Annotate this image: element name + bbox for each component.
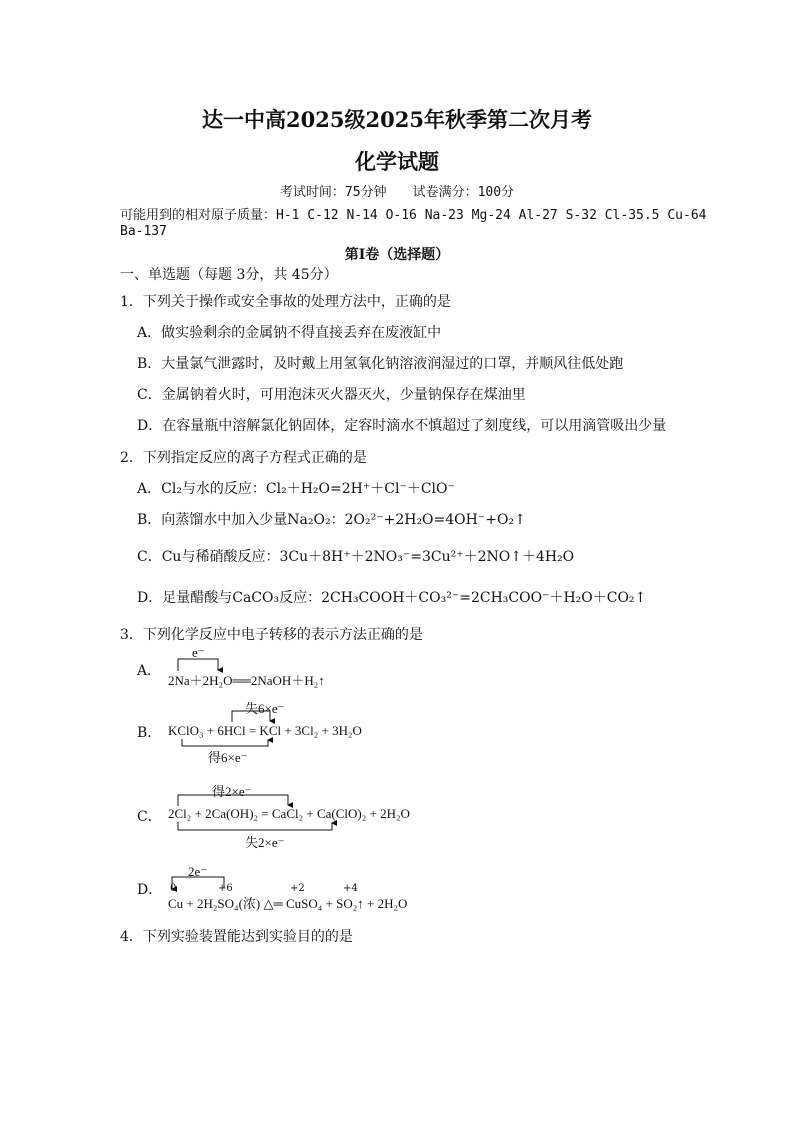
q3-option-a-equation: 2Na＋2H₂O══2NaOH＋H₂↑ bbox=[168, 673, 325, 688]
q3-option-b-top-label: 失6×e⁻ bbox=[245, 701, 285, 716]
exam-info: 考试时间：75分钟 试卷满分：100分 bbox=[279, 185, 515, 200]
subject-title: 化学试题 bbox=[355, 149, 439, 174]
q3-option-d-label: D． bbox=[137, 882, 163, 898]
arrow-c-top bbox=[178, 795, 288, 806]
q2-option-c-text: Cu与稀硝酸反应：3Cu＋8H⁺＋2NO₃⁻=3Cu²⁺＋2NO↑＋4H₂O bbox=[161, 549, 575, 565]
q3-option-c-bottom-label: 失2×e⁻ bbox=[245, 835, 285, 850]
q3-option-d-equation: Cu + 2H₂SO₄(浓) △═ CuSO₄ + SO₂↑ + 2H₂O bbox=[168, 896, 408, 911]
q1-option-c: C．金属钠着火时，可用泡沫灭火器灭火，少量钠保存在煤油里 bbox=[137, 387, 526, 403]
part-title: 第Ⅰ卷（选择题） bbox=[344, 247, 450, 263]
arrow-c-bottom bbox=[178, 822, 332, 830]
q2-option-a: A．Cl₂与水的反应：Cl₂＋H₂O=2H⁺＋Cl⁻＋ClO⁻ bbox=[137, 481, 455, 497]
q2-option-c: C．Cu与稀硝酸反应：3Cu＋8H⁺＋2NO₃⁻=3Cu²⁺＋2NO↑＋4H₂O bbox=[137, 549, 575, 565]
q3-option-c-top-label: 得2×e⁻ bbox=[212, 784, 252, 799]
question-3-stem: 3．下列化学反应中电子转移的表示方法正确的是 bbox=[120, 627, 423, 643]
arrow-a bbox=[178, 659, 218, 671]
q3-d-ox-cu2: +2 bbox=[290, 883, 305, 894]
q3-option-b-label: B． bbox=[137, 725, 162, 741]
q3-option-a-arrow-label: e⁻ bbox=[192, 645, 205, 660]
q3-option-a-label: A． bbox=[137, 663, 162, 679]
atomic-mass-line1: 可能用到的相对原子质量：H-1 C-12 N-14 O-16 Na-23 Mg-24 Al-27 S-32 Cl-35.5 Cu-64 bbox=[120, 208, 707, 223]
question-1-stem: 1．下列关于操作或安全事故的处理方法中，正确的是 bbox=[120, 294, 451, 310]
atomic-mass-line2: Ba-137 bbox=[120, 224, 167, 239]
q2-option-d-text: 足量醋酸与CaCO₃反应：2CH₃COOH＋CO₃²⁻=2CH₃COO⁻＋H₂O＋CO₂↑ bbox=[162, 590, 647, 606]
q1-option-a: A．做实验剩余的金属钠不得直接丢弃在废液缸中 bbox=[137, 325, 442, 341]
q2-option-a-text: Cl₂与水的反应：Cl₂＋H₂O=2H⁺＋Cl⁻＋ClO⁻ bbox=[161, 481, 455, 497]
q3-d-ox-s6: +6 bbox=[218, 883, 233, 894]
q3-option-d-arrow-label: 2e⁻ bbox=[188, 864, 208, 879]
q2-option-d: D．足量醋酸与CaCO₃反应：2CH₃COOH＋CO₃²⁻=2CH₃COO⁻＋H₂O＋CO₂↑ bbox=[137, 590, 647, 606]
arrow-d bbox=[172, 877, 224, 889]
arrow-b-bottom bbox=[182, 739, 268, 746]
q2-option-b-text: 向蒸馏水中加入少量Na₂O₂：2O₂²⁻+2H₂O=4OH⁻+O₂↑ bbox=[161, 512, 526, 528]
exam-title: 达一中高2025级2025年秋季第二次月考 bbox=[202, 107, 592, 132]
question-4-stem: 4．下列实验装置能达到实验目的的是 bbox=[120, 929, 353, 945]
q1-option-b: B．大量氯气泄露时，及时戴上用氢氧化钠溶液润湿过的口罩，并顺风往低处跑 bbox=[137, 356, 624, 372]
q2-option-b: B．向蒸馏水中加入少量Na₂O₂：2O₂²⁻+2H₂O=4OH⁻+O₂↑ bbox=[137, 512, 526, 528]
q3-d-ox-s4: +4 bbox=[343, 883, 358, 894]
q3-option-c-label: C． bbox=[137, 809, 162, 825]
q3-option-b-bottom-label: 得6×e⁻ bbox=[208, 750, 248, 765]
question-2-stem: 2．下列指定反应的离子方程式正确的是 bbox=[120, 450, 367, 466]
arrow-b-top bbox=[232, 711, 270, 722]
q3-option-c-equation: 2Cl₂ + 2Ca(OH)₂ = CaCl₂ + Ca(ClO)₂ + 2H₂O bbox=[168, 806, 410, 821]
q3-option-b-equation: KClO₃ + 6HCl = KCl + 3Cl₂ + 3H₂O bbox=[168, 723, 362, 738]
q3-d-ox-cu: 0 bbox=[170, 883, 177, 894]
section-heading: 一、单选题（每题 3分，共 45分） bbox=[120, 267, 338, 283]
q1-option-d: D．在容量瓶中溶解氯化钠固体，定容时滴水不慎超过了刻度线，可以用滴管吸出少量 bbox=[137, 418, 667, 434]
